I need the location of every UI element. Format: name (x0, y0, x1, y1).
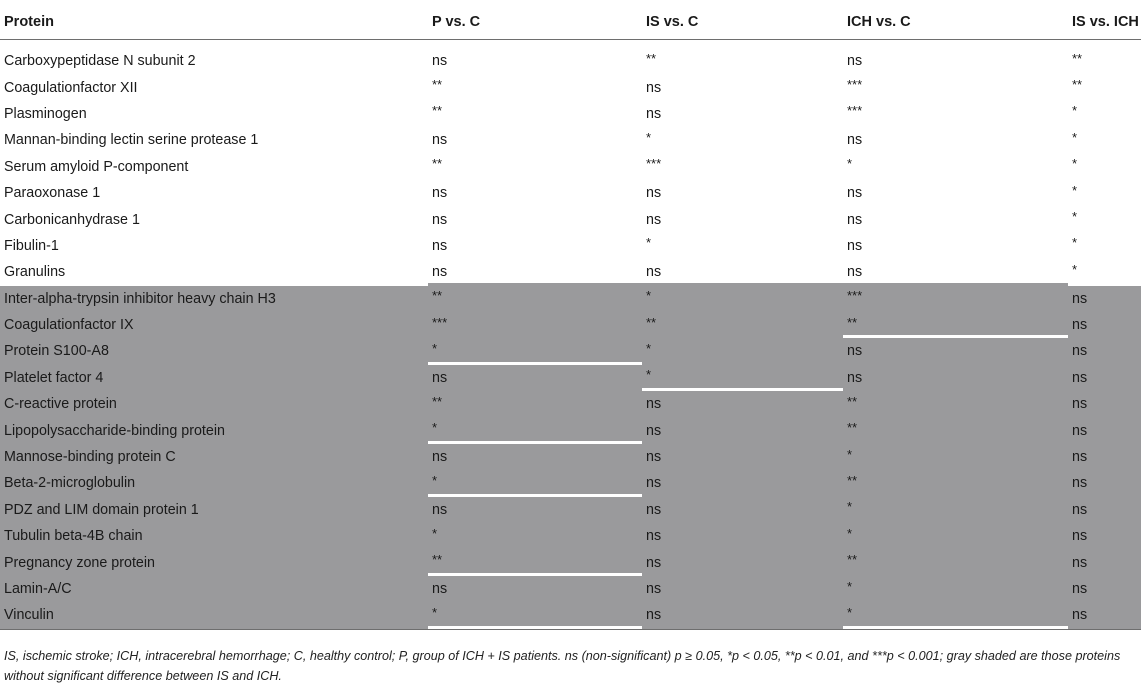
cell-is-vs-c: ns (642, 576, 843, 602)
cell-is-vs-c: ns (646, 185, 662, 202)
cell-ich-vs-c: * (843, 573, 1068, 599)
cell-is-vs-c: ** (646, 50, 657, 66)
cell-is-vs-c: * (642, 283, 843, 309)
cell-ich-vs-c: ns (847, 264, 863, 281)
cell-ich-vs-c: ns (847, 237, 863, 254)
cell-ich-vs-c: *** (847, 103, 863, 119)
cell-is-vs-c: ns (642, 417, 843, 443)
cell-p-vs-c: * (428, 520, 642, 546)
cell-ich-vs-c: * (843, 494, 1068, 520)
cell-ich-vs-c: ns (847, 211, 863, 228)
cell-is-vs-c: ns (642, 444, 843, 470)
cell-protein: Lamin-A/C (0, 576, 428, 602)
cell-p-vs-c: * (428, 414, 642, 440)
cell-protein: Platelet factor 4 (0, 365, 428, 391)
cell-protein: Carboxypeptidase N subunit 2 (4, 53, 196, 70)
table-body (0, 40, 1141, 630)
cell-p-vs-c: ns (428, 365, 642, 391)
cell-is-vs-c: ns (642, 549, 843, 575)
cell-protein: Protein S100-A8 (0, 338, 428, 364)
cell-protein: Granulins (4, 264, 66, 281)
cell-protein: Coagulationfactor IX (0, 312, 428, 338)
cell-is-vs-ich: * (1072, 209, 1078, 225)
cell-is-vs-ich: * (1072, 182, 1078, 198)
cell-is-vs-c: ns (642, 391, 843, 417)
cell-p-vs-c: ** (432, 77, 443, 93)
header-is-vs-c: IS vs. C (642, 4, 843, 40)
cell-protein: Mannose-binding protein C (0, 444, 428, 470)
cell-ich-vs-c: ** (843, 467, 1068, 493)
cell-protein: Lipopolysaccharide-binding protein (0, 417, 428, 443)
cell-is-vs-ich: ns (1068, 470, 1141, 496)
cell-is-vs-c: *** (646, 156, 662, 172)
cell-protein: Fibulin-1 (4, 237, 59, 254)
spacer-row (0, 40, 1141, 49)
cell-p-vs-c: ** (432, 156, 443, 172)
protein-significance-table (0, 4, 1141, 630)
cell-p-vs-c: ** (432, 103, 443, 119)
cell-protein: PDZ and LIM domain protein 1 (0, 497, 428, 523)
cell-ich-vs-c: * (843, 441, 1068, 467)
header-is-vs-ich: IS vs. ICH (1068, 4, 1141, 40)
cell-is-vs-ich: ns (1068, 286, 1141, 312)
cell-is-vs-ich: ns (1068, 576, 1141, 602)
cell-ich-vs-c: ns (843, 365, 1068, 391)
table-row (0, 602, 1141, 629)
cell-is-vs-c: * (646, 129, 652, 145)
cell-protein: Beta-2-microglobulin (0, 470, 428, 496)
cell-is-vs-c: * (642, 335, 843, 361)
cell-is-vs-ich: ns (1068, 444, 1141, 470)
cell-is-vs-ich: * (1072, 156, 1078, 172)
cell-protein: Tubulin beta-4B chain (0, 523, 428, 549)
cell-protein: Vinculin (0, 602, 428, 629)
cell-ich-vs-c: *** (843, 283, 1068, 309)
cell-p-vs-c: ns (428, 497, 642, 523)
cell-p-vs-c: ** (428, 546, 642, 572)
cell-p-vs-c: ns (432, 185, 448, 202)
header-row (0, 4, 1141, 40)
cell-is-vs-c: * (646, 235, 652, 251)
spacer-cell (0, 40, 1141, 49)
header-protein: Protein (0, 4, 428, 40)
cell-p-vs-c: * (428, 335, 642, 361)
cell-p-vs-c: ns (432, 211, 448, 228)
cell-protein: Carbonicanhydrase 1 (4, 211, 140, 228)
cell-p-vs-c: ** (428, 283, 642, 309)
cell-is-vs-ich: ns (1068, 365, 1141, 391)
cell-is-vs-c: ns (646, 79, 662, 96)
cell-is-vs-ich: * (1072, 235, 1078, 251)
cell-is-vs-c: ns (646, 105, 662, 122)
header-p-vs-c: P vs. C (428, 4, 642, 40)
cell-ich-vs-c: ** (843, 388, 1068, 414)
cell-protein: Inter-alpha-trypsin inhibitor heavy chain H3 (0, 286, 428, 312)
table-row (0, 338, 1141, 364)
cell-p-vs-c: * (428, 467, 642, 493)
cell-ich-vs-c: * (843, 599, 1068, 626)
table-footnote: IS, ischemic stroke; ICH, intracerebral hemorrhage; C, healthy control; P, group of ICH + IS patients. ns (non-significant) p ≥ 0.05, *p < 0.05, **p < 0.01, and ***p < 0.001; gray shaded are those proteins without significant difference between IS and ICH. (4, 649, 1121, 683)
cell-p-vs-c: ** (428, 388, 642, 414)
cell-is-vs-ich: ns (1068, 549, 1141, 575)
cell-is-vs-c: ns (646, 264, 662, 281)
cell-ich-vs-c: ** (843, 546, 1068, 572)
cell-is-vs-ich: ns (1068, 497, 1141, 523)
cell-is-vs-ich: ns (1068, 523, 1141, 549)
cell-ich-vs-c: ** (843, 414, 1068, 440)
cell-p-vs-c: ns (432, 53, 448, 70)
cell-ich-vs-c: ns (843, 338, 1068, 364)
cell-protein: Plasminogen (4, 105, 87, 122)
cell-is-vs-ich: ns (1068, 602, 1141, 629)
cell-is-vs-c: ** (642, 309, 843, 335)
cell-is-vs-ich: * (1072, 129, 1078, 145)
cell-p-vs-c: ns (432, 264, 448, 281)
cell-protein: Mannan-binding lectin serine protease 1 (4, 132, 259, 149)
cell-is-vs-ich: ** (1072, 50, 1083, 66)
cell-protein: Serum amyloid P-component (4, 158, 189, 175)
table-row (0, 206, 1141, 232)
cell-is-vs-ich: ** (1072, 77, 1083, 93)
cell-is-vs-ich: ns (1068, 391, 1141, 417)
cell-ich-vs-c: ns (847, 53, 863, 70)
cell-ich-vs-c: ** (843, 309, 1068, 335)
cell-is-vs-ich: * (1072, 261, 1078, 277)
cell-protein: Pregnancy zone protein (0, 549, 428, 575)
table-row (0, 154, 1141, 180)
cell-protein: Paraoxonase 1 (4, 185, 101, 202)
cell-is-vs-c: * (642, 362, 843, 388)
table-row (0, 180, 1141, 206)
cell-ich-vs-c: *** (847, 77, 863, 93)
cell-p-vs-c: ns (428, 444, 642, 470)
cell-ich-vs-c: * (847, 156, 853, 172)
cell-ich-vs-c: ns (847, 185, 863, 202)
cell-protein: C-reactive protein (0, 391, 428, 417)
cell-p-vs-c: ns (432, 132, 448, 149)
cell-p-vs-c: * (428, 599, 642, 626)
cell-is-vs-c: ns (642, 470, 843, 496)
cell-is-vs-c: ns (642, 523, 843, 549)
cell-ich-vs-c: * (843, 520, 1068, 546)
cell-is-vs-c: ns (646, 211, 662, 228)
header-ich-vs-c: ICH vs. C (843, 4, 1068, 40)
cell-p-vs-c: ns (432, 237, 448, 254)
cell-is-vs-ich: ns (1068, 338, 1141, 364)
cell-p-vs-c: ns (428, 576, 642, 602)
cell-is-vs-c: ns (642, 602, 843, 629)
cell-protein: Coagulationfactor XII (4, 79, 138, 96)
table-row (0, 233, 1141, 259)
cell-is-vs-ich: ns (1068, 312, 1141, 338)
cell-is-vs-ich: * (1072, 103, 1078, 119)
cell-is-vs-ich: ns (1068, 417, 1141, 443)
table-row (0, 101, 1141, 127)
cell-is-vs-c: ns (642, 497, 843, 523)
cell-p-vs-c: *** (428, 309, 642, 335)
cell-ich-vs-c: ns (847, 132, 863, 149)
